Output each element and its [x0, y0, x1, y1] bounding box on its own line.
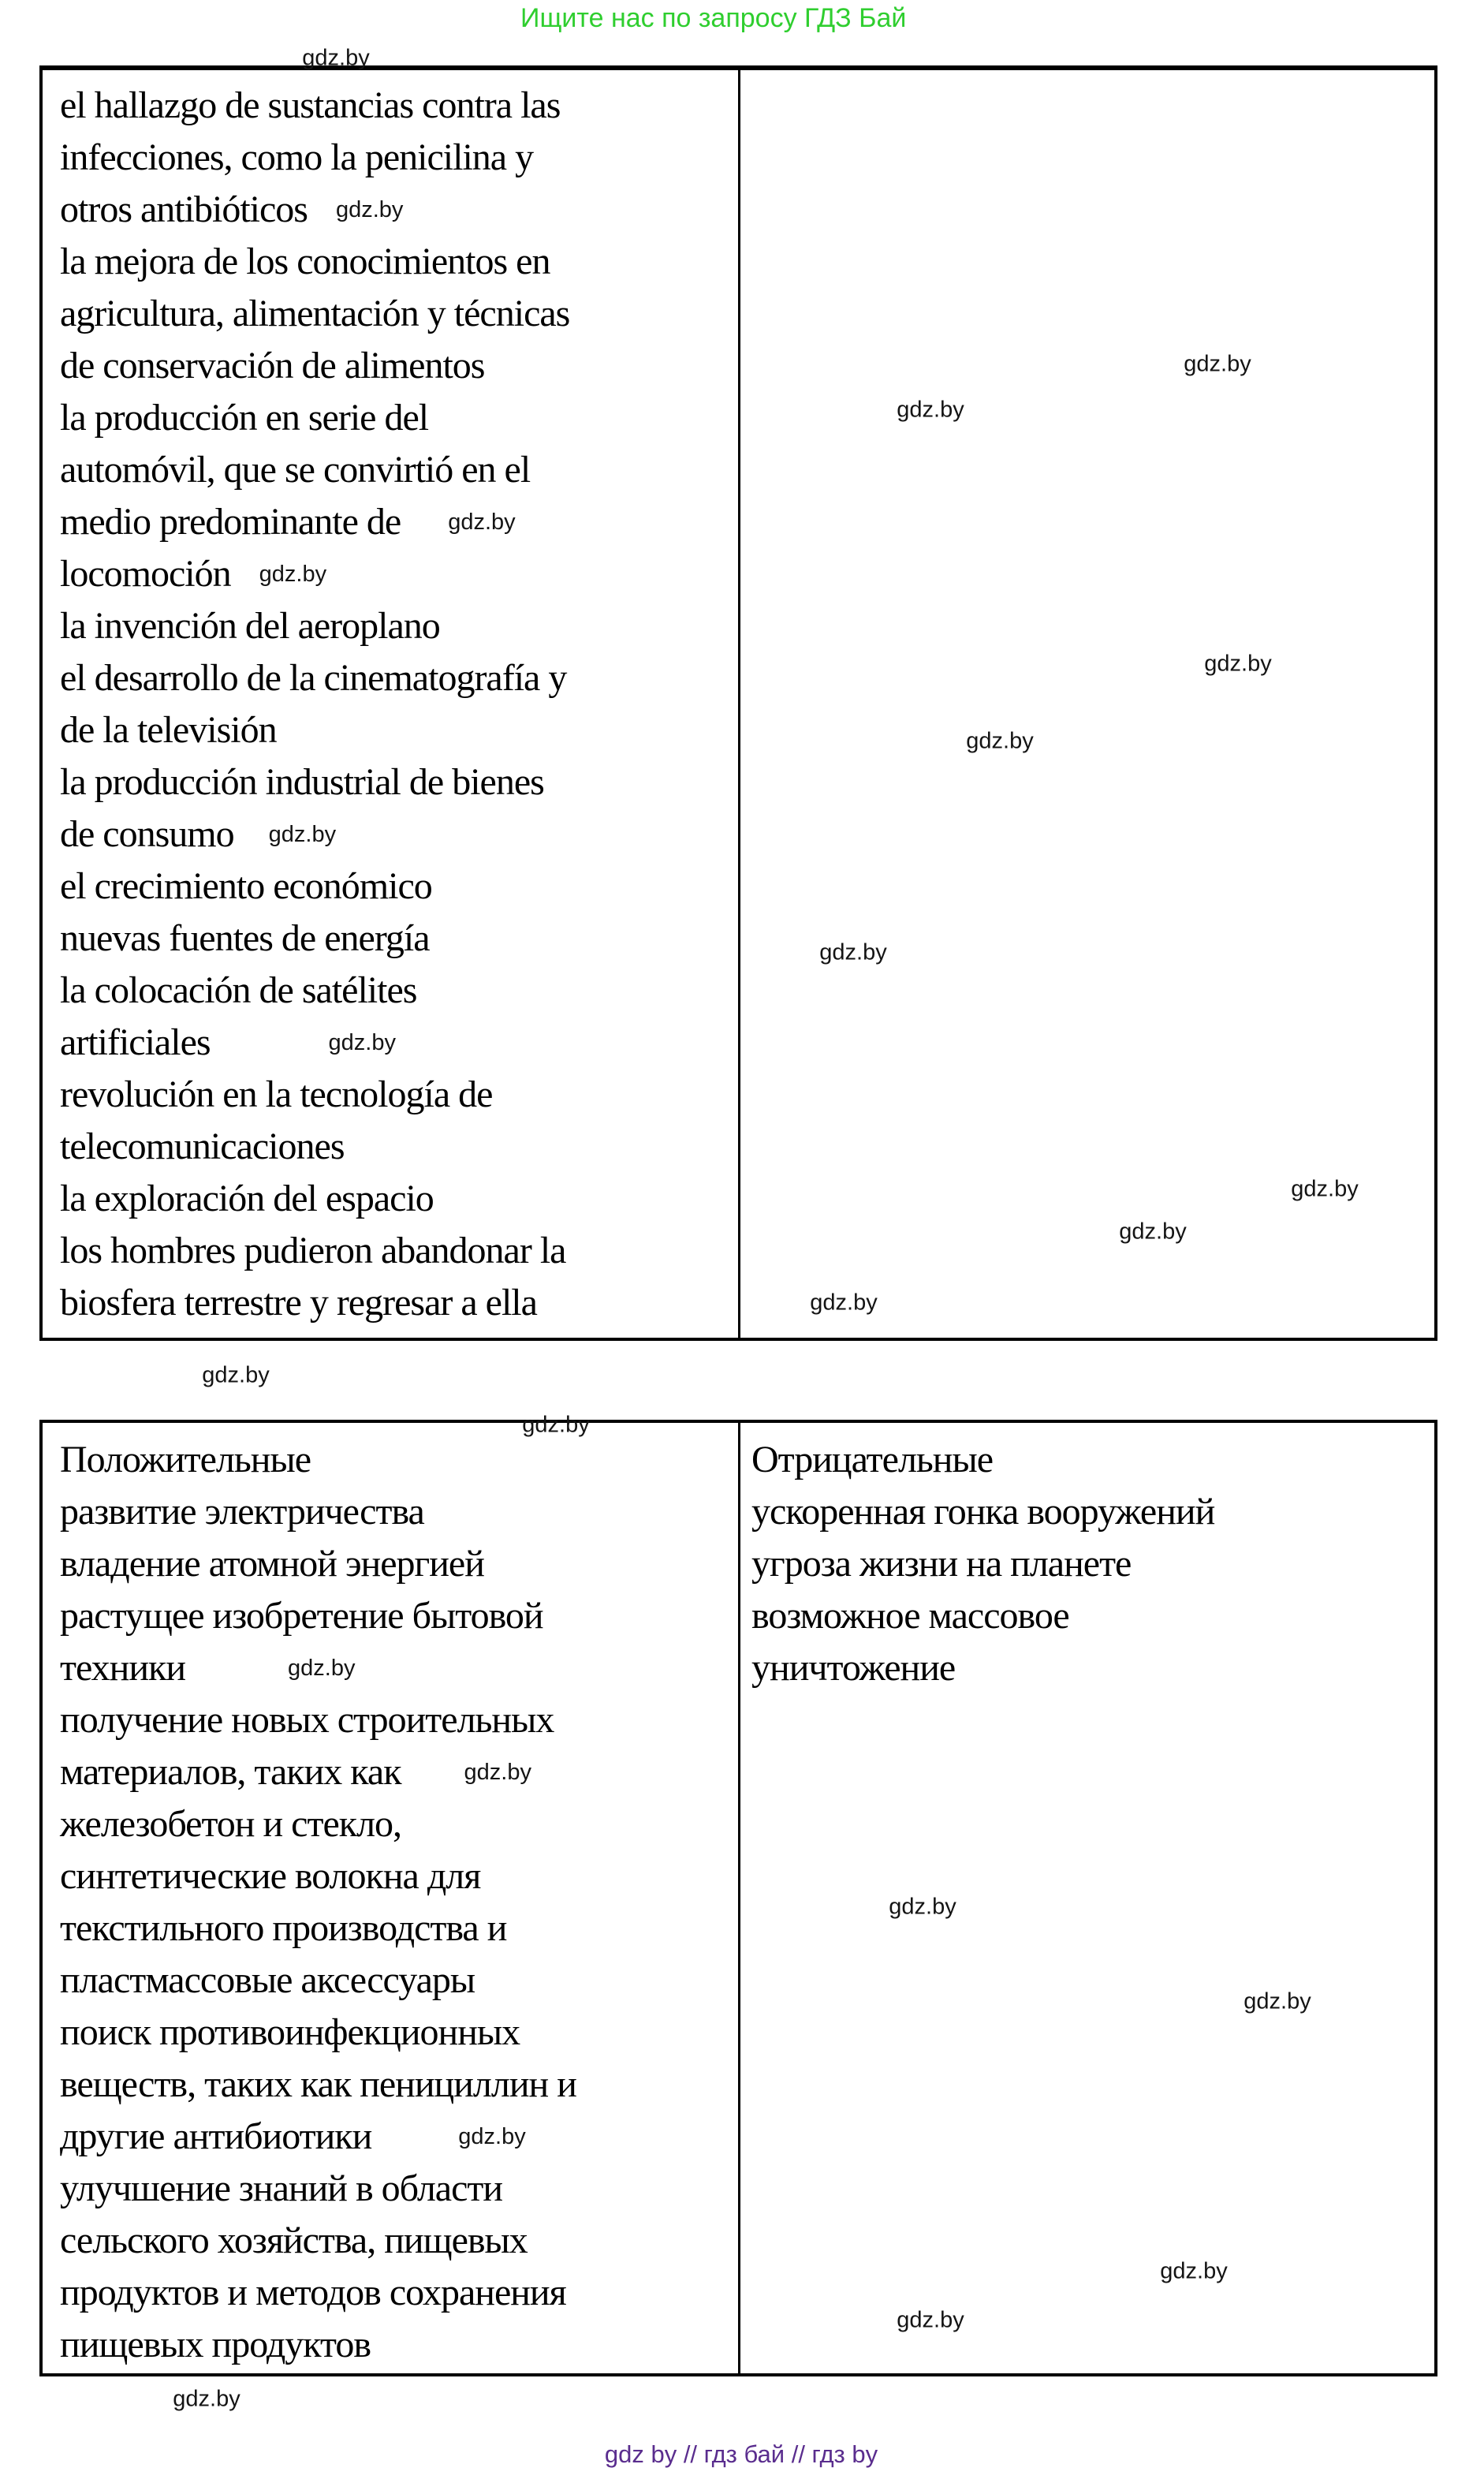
text-line-label: получение новых строительных: [60, 1699, 554, 1741]
text-line-label: medio predominante de: [60, 501, 401, 543]
text-line: [60, 1277, 755, 1329]
text-line-label: растущее изобретение бытовой: [60, 1595, 543, 1637]
watermark: gdz.by: [328, 1030, 396, 1055]
watermark: gdz.by: [1184, 351, 1251, 377]
text-line: [60, 2059, 755, 2111]
text-line-label: техники: [60, 1647, 186, 1689]
text-line: [60, 340, 755, 392]
watermark: gdz.by: [335, 197, 404, 222]
text-line-label: locomoción: [60, 553, 231, 595]
watermark: gdz.by: [259, 562, 327, 587]
table-positive-negative: [39, 1420, 1437, 2376]
watermark: gdz.by: [302, 45, 370, 71]
watermark: gdz.by: [897, 2307, 964, 2333]
text-line: [60, 2111, 755, 2163]
table2-left-column-positive: [43, 1423, 755, 2373]
text-line: [751, 1486, 1434, 1538]
watermark: gdz.by: [810, 1290, 878, 1316]
watermark: gdz.by: [173, 2386, 240, 2412]
text-line: [60, 1746, 755, 1798]
text-line-label: otros antibióticos: [60, 189, 308, 230]
text-line-label: возможное массовое: [751, 1595, 1069, 1637]
text-line-label: поиск противоинфекционных: [60, 2011, 520, 2053]
text-line-label: la mejora de los conocimientos en: [60, 241, 550, 282]
text-line-label: продуктов и методов сохранения: [60, 2272, 566, 2313]
text-line-label: la colocación de satélites: [60, 969, 417, 1011]
text-line-label: los hombres pudieron abandonar la: [60, 1230, 566, 1271]
text-line-label: el desarrollo de la cinematografía y: [60, 657, 567, 699]
text-line-label: la producción industrial de bienes: [60, 761, 544, 803]
text-line-label: Отрицательные: [751, 1439, 994, 1480]
text-line: [60, 444, 755, 496]
text-line: [60, 1642, 755, 1694]
watermark: gdz.by: [819, 939, 887, 965]
text-line: [60, 1902, 755, 1954]
text-line: [60, 496, 755, 548]
text-line: [60, 2215, 755, 2267]
text-line: [60, 1538, 755, 1590]
table2-right-column-negative: [740, 1423, 1434, 2373]
text-line: [60, 1434, 755, 1486]
text-line: [60, 913, 755, 965]
text-line-label: сельского хозяйства, пищевых: [60, 2220, 528, 2261]
text-line: [60, 600, 755, 652]
table-spanish-achievements: [39, 65, 1437, 1341]
watermark: gdz.by: [464, 1760, 531, 1785]
text-line: [60, 2319, 755, 2371]
text-line-label: владение атомной энергией: [60, 1543, 484, 1585]
text-line: [751, 1642, 1434, 1694]
text-line: [60, 2163, 755, 2215]
text-line: [60, 236, 755, 288]
text-line-label: el crecimiento económico: [60, 865, 432, 907]
text-line-label: уничтожение: [751, 1647, 956, 1689]
text-line: [60, 1017, 755, 1069]
watermark: gdz.by: [1204, 651, 1272, 677]
text-line-label: веществ, таких как пенициллин и: [60, 2063, 576, 2105]
text-line-label: telecomunicaciones: [60, 1126, 345, 1167]
text-line-label: la invención del aeroplano: [60, 605, 440, 647]
text-line: [751, 1590, 1434, 1642]
text-line-label: развитие электричества: [60, 1491, 424, 1533]
text-line-label: другие антибиотики: [60, 2115, 372, 2157]
watermark: gdz.by: [966, 728, 1034, 754]
text-line: [60, 1069, 755, 1121]
watermark: gdz.by: [1160, 2258, 1228, 2284]
text-line-label: de consumo: [60, 813, 234, 855]
text-line-label: угроза жизни на планете: [751, 1543, 1132, 1585]
text-line: [60, 965, 755, 1017]
text-line-label: материалов, таких как: [60, 1751, 401, 1793]
text-line-label: синтетические волокна для: [60, 1855, 481, 1897]
text-line: [60, 1225, 755, 1277]
watermark: gdz.by: [897, 397, 964, 423]
text-line: [60, 548, 755, 600]
text-line: [60, 1590, 755, 1642]
watermark: gdz.by: [458, 2124, 526, 2149]
text-line: [60, 756, 755, 808]
text-line-label: agricultura, alimentación y técnicas: [60, 293, 570, 334]
text-line: [751, 1434, 1434, 1486]
promo-header: Ищите нас по запросу ГДЗ Бай: [520, 3, 907, 33]
text-line: [60, 1121, 755, 1173]
watermark: gdz.by: [1119, 1219, 1187, 1245]
text-line: [60, 392, 755, 444]
text-line: [60, 1694, 755, 1746]
text-line-label: ускоренная гонка вооружений: [751, 1491, 1215, 1533]
text-line-label: biosfera terrestre y regresar a ella: [60, 1282, 537, 1324]
watermark: gdz.by: [268, 822, 337, 847]
text-line-label: automóvil, que se convirtió en el: [60, 449, 531, 491]
text-line-label: artificiales: [60, 1021, 211, 1063]
text-line-label: nuevas fuentes de energía: [60, 917, 430, 959]
watermark: gdz.by: [288, 1656, 356, 1681]
text-line: [60, 1173, 755, 1225]
text-line: [60, 2267, 755, 2319]
text-line: [60, 1850, 755, 1902]
text-line-label: infecciones, como la penicilina y: [60, 136, 534, 178]
watermark: gdz.by: [448, 510, 516, 535]
text-line-label: улучшение знаний в области: [60, 2167, 503, 2209]
text-line: [60, 861, 755, 913]
watermark: gdz.by: [1291, 1176, 1359, 1202]
watermark: gdz.by: [889, 1894, 956, 1920]
text-line-label: revolución en la tecnología de: [60, 1073, 493, 1115]
footer-site-line: gdz by // гдз бай // гдз by: [604, 2440, 878, 2468]
text-line: [60, 288, 755, 340]
text-line-label: la exploración del espacio: [60, 1178, 434, 1219]
text-line: [60, 1954, 755, 2007]
text-line: [60, 652, 755, 704]
table1-right-column: [740, 70, 1434, 1338]
text-line: [60, 184, 755, 236]
text-line-label: железобетон и стекло,: [60, 1803, 402, 1845]
table1-left-column: [43, 70, 755, 1338]
watermark: gdz.by: [1244, 1988, 1311, 2014]
text-line: [60, 1486, 755, 1538]
text-line: [60, 704, 755, 756]
text-line: [60, 808, 755, 861]
text-line-label: el hallazgo de sustancias contra las: [60, 84, 561, 126]
text-line: [60, 132, 755, 184]
text-line-label: Положительные: [60, 1439, 311, 1480]
text-line-label: пластмассовые аксессуары: [60, 1959, 475, 2001]
watermark: gdz.by: [202, 1362, 270, 1388]
text-line: [60, 2007, 755, 2059]
text-line-label: la producción en serie del: [60, 397, 429, 439]
watermark: gdz.by: [522, 1412, 590, 1438]
text-line-label: de la televisión: [60, 709, 277, 751]
text-line: [751, 1538, 1434, 1590]
text-line-label: пищевых продуктов: [60, 2324, 371, 2365]
text-line: [60, 80, 755, 132]
text-line-label: de conservación de alimentos: [60, 345, 485, 386]
text-line: [60, 1798, 755, 1850]
text-line-label: текстильного производства и: [60, 1907, 507, 1949]
